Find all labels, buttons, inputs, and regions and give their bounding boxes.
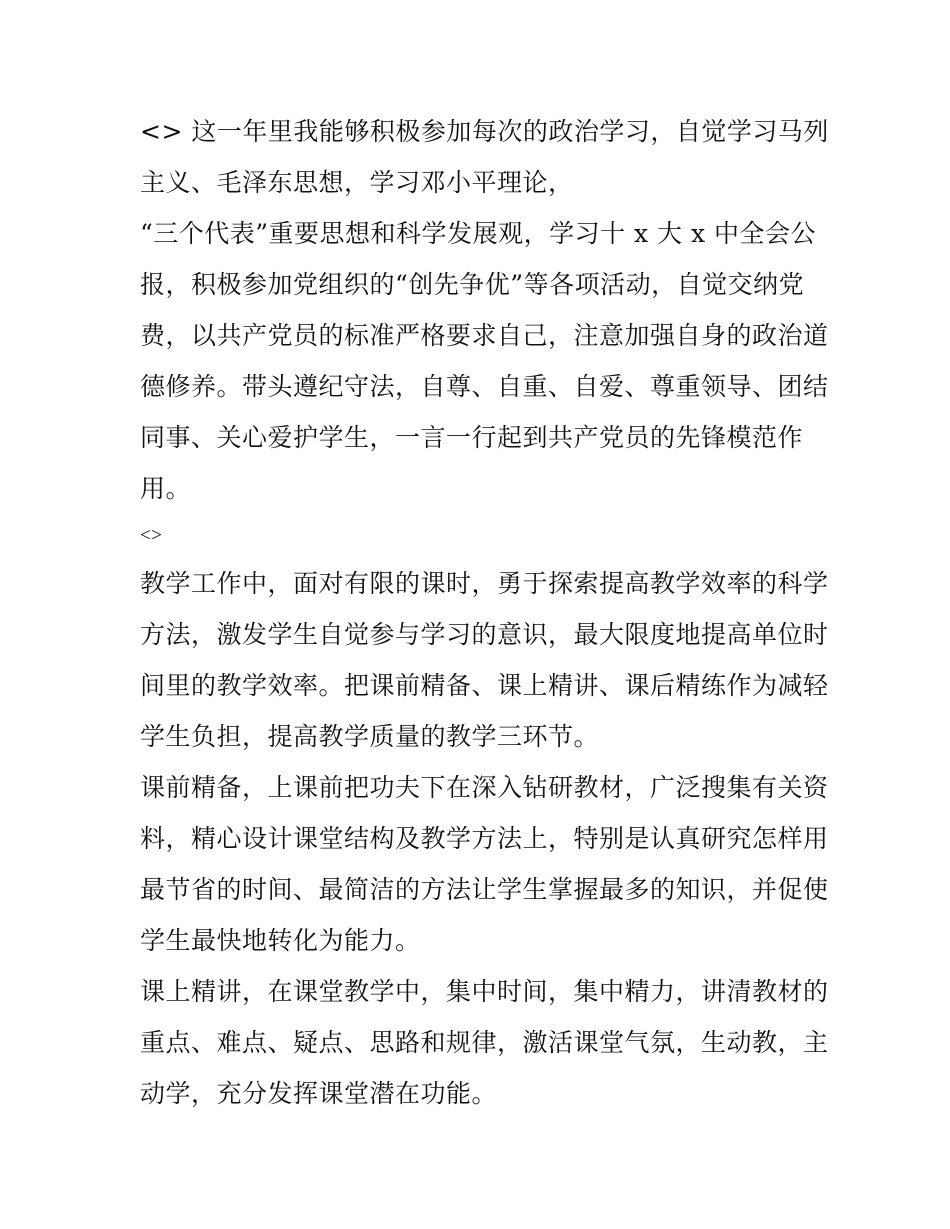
text-line: <> 这一年里我能够积极参加每次的政治学习，自觉学习马列 xyxy=(140,117,829,146)
text-line: 动学，充分发挥课堂潜在功能。 xyxy=(140,1079,498,1108)
text-line: 最节省的时间、最简洁的方法让学生掌握最多的知识，并促使 xyxy=(140,875,829,904)
text-line: 德修养。带头遵纪守法，自尊、自重、自爱、尊重领导、团结 xyxy=(140,372,829,401)
text-line: 间里的教学效率。把课前精备、课上精讲、课后精练作为减轻 xyxy=(140,671,829,700)
text-line: 教学工作中，面对有限的课时，勇于探索提高教学效率的科学 xyxy=(140,569,829,598)
text-line: 课前精备，上课前把功夫下在深入钻研教材，广泛搜集有关资 xyxy=(140,773,829,802)
text-line: 费，以共产党员的标准严格要求自己，注意加强自身的政治道 xyxy=(140,321,829,350)
text-line: 主义、毛泽东思想，学习邓小平理论， xyxy=(140,168,574,197)
text-line: 同事、关心爱护学生，一言一行起到共产党员的先锋模范作 xyxy=(140,423,804,452)
text-line: 方法，激发学生自觉参与学习的意识，最大限度地提高单位时 xyxy=(140,620,829,649)
section-marker: <> xyxy=(140,525,163,546)
text-line: 料，精心设计课堂结构及教学方法上，特别是认真研究怎样用 xyxy=(140,824,829,853)
text-line: 用。 xyxy=(140,474,192,503)
text-line: 课上精讲，在课堂教学中，集中时间，集中精力，讲清教材的 xyxy=(140,977,829,1006)
text-line: 学生负担，提高教学质量的教学三环节。 xyxy=(140,722,600,751)
text-line: “三个代表”重要思想和科学发展观，学习十 x 大 x 中全会公 xyxy=(140,219,817,248)
text-line: 学生最快地转化为能力。 xyxy=(140,926,421,955)
text-line: 重点、难点、疑点、思路和规律，激活课堂气氛，生动教，主 xyxy=(140,1028,829,1057)
text-line: 报，积极参加党组织的“创先争优”等各项活动，自觉交纳党 xyxy=(140,270,805,299)
document-body xyxy=(140,106,829,1119)
